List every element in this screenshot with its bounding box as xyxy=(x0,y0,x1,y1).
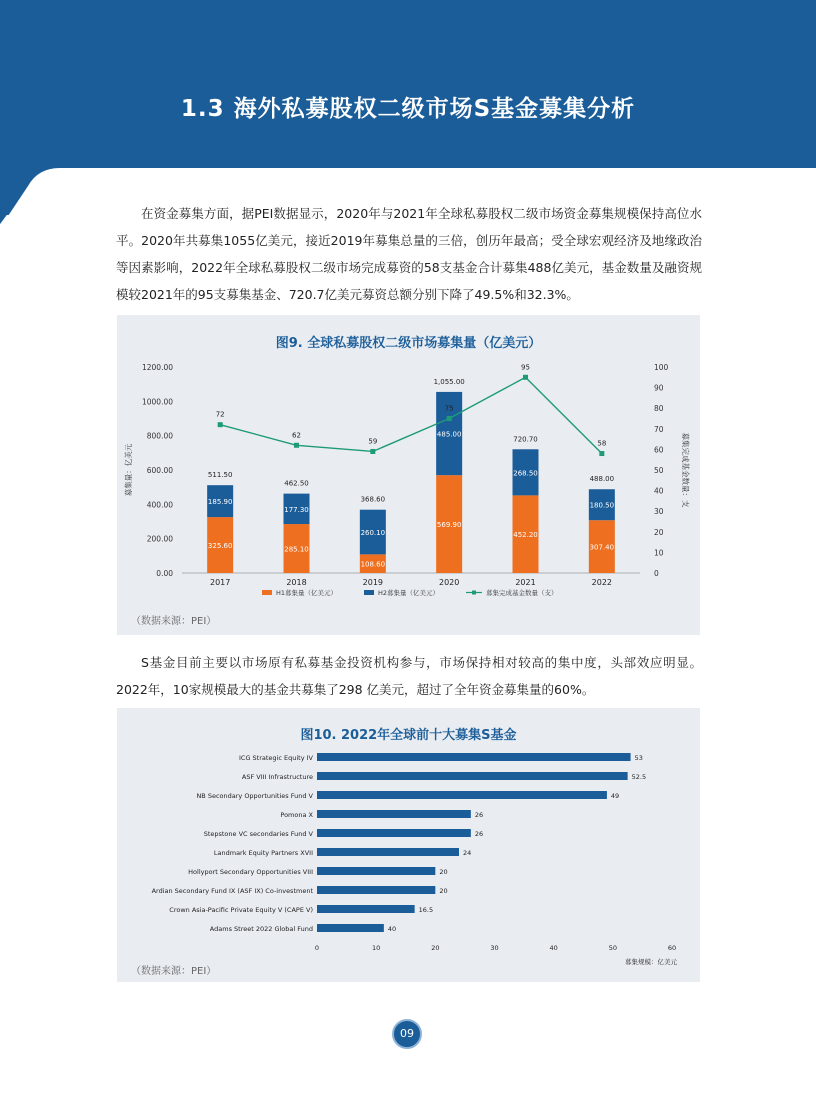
data-source: （数据来源：PEI） xyxy=(131,966,217,977)
fund-name-label: Ardian Secondary Fund IX (ASF IX) Co-investment xyxy=(151,887,313,895)
bar-h1-label: 285.10 xyxy=(284,545,309,554)
fund-name-label: Pomona X xyxy=(280,811,313,819)
y2-tick-label: 50 xyxy=(654,466,664,475)
y-tick-label: 800.00 xyxy=(146,431,173,441)
y2-tick-label: 10 xyxy=(654,548,664,558)
y2-tick-label: 100 xyxy=(654,363,669,372)
bar-total-label: 368.60 xyxy=(360,495,386,504)
fund-count-label: 58 xyxy=(597,439,607,448)
bar-total-label: 511.50 xyxy=(207,471,233,480)
y2-tick-label: 40 xyxy=(654,486,664,496)
fund-value-label: 24 xyxy=(463,849,472,857)
fund-bar xyxy=(317,867,435,875)
fig10-chart xyxy=(117,708,700,982)
x-tick-label: 40 xyxy=(549,944,558,952)
x-tick-label: 2022 xyxy=(591,578,613,587)
y2-axis-title: 募集完成基金数量：支 xyxy=(681,432,690,508)
fund-value-label: 20 xyxy=(439,868,448,876)
fund-name-label: ICG Strategic Equity IV xyxy=(239,754,313,762)
bar-h2-label: 177.30 xyxy=(284,505,309,514)
fund-name-label: Landmark Equity Partners XVII xyxy=(213,849,313,857)
x-axis-title: 募集规模：亿美元 xyxy=(625,958,677,966)
y2-tick-label: 60 xyxy=(654,445,664,455)
x-tick-label: 20 xyxy=(431,944,440,952)
y2-tick-label: 90 xyxy=(654,383,664,393)
x-tick-label: 2018 xyxy=(286,578,307,587)
y-tick-label: 0.00 xyxy=(156,569,173,578)
legend-label-h1: H1募集量（亿美元） xyxy=(276,589,338,597)
fund-count-marker xyxy=(294,443,299,448)
fund-value-label: 26 xyxy=(474,811,484,819)
x-tick-label: 0 xyxy=(314,944,320,952)
fund-name-label: ASF VIII Infrastructure xyxy=(241,773,313,781)
bar-total-label: 1,055.00 xyxy=(433,377,465,386)
legend-label-line: 募集完成基金数量（支） xyxy=(486,589,558,597)
y2-tick-label: 80 xyxy=(654,404,664,414)
chart-panel-fig10 xyxy=(117,708,700,982)
bar-total-label: 488.00 xyxy=(589,475,615,484)
x-tick-label: 50 xyxy=(608,944,617,952)
fund-count-marker xyxy=(218,422,223,427)
paragraph-fundraising: 在资金募集方面，据PEI数据显示，2020年与2021年全球私募股权二级市场资金募集规模保持高位水平。2020年共募集1055亿美元，接近2019年募集总量的三倍，创历年最高；受全球宏观经济及地缘政治等因素影响，2022年全球私募股权二级市场完成募资的58支基金合计募集488亿美元，基金数量及融资规模较2021年的95支募集基金、720.7亿美元募资总额分别下降了49.5%和32.3%。 xyxy=(116,206,702,302)
fund-value-label: 52.5 xyxy=(631,773,647,781)
y2-tick-label: 30 xyxy=(654,507,664,517)
fund-bar xyxy=(317,905,415,913)
fund-bar xyxy=(317,810,471,818)
fund-count-label: 95 xyxy=(521,363,530,372)
fund-count-marker xyxy=(599,451,604,456)
chart-title: 图9. 全球私募股权二级市场募集量（亿美元） xyxy=(275,336,542,351)
fund-value-label: 20 xyxy=(439,887,448,895)
fund-name-label: Hollyport Secondary Opportunities VIII xyxy=(188,868,313,876)
fund-bar xyxy=(317,753,631,761)
paragraph-concentration: S基金目前主要以市场原有私募基金投资机构参与，市场保持相对较高的集中度，头部效应明显。2022年，10家规模最大的基金共募集了298 亿美元，超过了全年资金募集量的60%。 xyxy=(116,655,702,697)
x-tick-label: 60 xyxy=(667,944,677,952)
x-tick-label: 2019 xyxy=(362,578,384,587)
x-tick-label: 2020 xyxy=(438,578,460,587)
legend-label-h2: H2募集量（亿美元） xyxy=(378,589,440,597)
bar-total-label: 720.70 xyxy=(513,435,538,444)
bar-h1-label: 108.60 xyxy=(360,560,386,569)
page-title: 1.3 海外私募股权二级市场S基金募集分析 xyxy=(180,96,636,122)
y2-tick-label: 0 xyxy=(654,569,659,578)
bar-h1-label: 452.20 xyxy=(513,531,538,540)
bar-h2-label: 268.50 xyxy=(513,469,538,478)
fund-bar xyxy=(317,791,607,799)
fund-count-label: 62 xyxy=(292,431,301,440)
bar-h2-label: 185.90 xyxy=(207,498,233,507)
x-tick-label: 2017 xyxy=(209,578,231,587)
fund-count-marker xyxy=(370,449,375,454)
legend-swatch-marker xyxy=(472,591,476,595)
fund-value-label: 53 xyxy=(634,754,643,762)
fund-value-label: 40 xyxy=(387,925,397,933)
fund-bar xyxy=(317,829,471,837)
bar-h1-label: 569.90 xyxy=(436,521,462,530)
bar-h1-label: 325.60 xyxy=(207,542,233,551)
fund-value-label: 26 xyxy=(474,830,484,838)
fund-count-marker xyxy=(447,416,452,421)
fund-bar xyxy=(317,886,435,894)
bar-total-label: 462.50 xyxy=(284,479,309,488)
x-tick-label: 2021 xyxy=(515,578,536,587)
fund-value-label: 16.5 xyxy=(418,906,434,914)
bar-h2-label: 180.50 xyxy=(589,501,615,510)
bar-h2-label: 485.00 xyxy=(436,430,462,439)
fund-name-label: NB Secondary Opportunities Fund V xyxy=(196,792,313,800)
bar-h1-label: 307.40 xyxy=(589,543,615,552)
y-tick-label: 200.00 xyxy=(146,534,173,544)
chart-panel-fig9 xyxy=(117,315,700,635)
fund-bar xyxy=(317,848,459,856)
y-tick-label: 1200.00 xyxy=(141,363,173,372)
y2-tick-label: 20 xyxy=(654,527,664,537)
y2-tick-label: 70 xyxy=(654,424,664,434)
y-tick-label: 600.00 xyxy=(146,466,173,475)
fund-count-label: 59 xyxy=(368,437,378,446)
fund-count-label: 72 xyxy=(215,410,225,419)
fund-name-label: Adams Street 2022 Global Fund xyxy=(209,925,313,933)
legend-swatch-h1 xyxy=(262,590,272,595)
y-tick-label: 400.00 xyxy=(146,500,173,510)
fund-bar xyxy=(317,772,628,780)
legend-swatch-h2 xyxy=(364,590,374,595)
page-number: 09 xyxy=(392,1019,422,1049)
data-source: （数据来源：PEI） xyxy=(131,616,217,627)
y-tick-label: 1000.00 xyxy=(141,397,173,407)
x-tick-label: 30 xyxy=(490,944,499,952)
x-tick-label: 10 xyxy=(372,944,381,952)
fund-count-marker xyxy=(523,375,528,380)
fund-name-label: Crown Asia-Pacific Private Equity V (CAPE V) xyxy=(169,906,313,914)
fund-count-label: 75 xyxy=(444,404,454,413)
fund-bar xyxy=(317,924,384,932)
fund-value-label: 49 xyxy=(610,792,620,800)
fund-name-label: Stepstone VC secondaries Fund V xyxy=(203,830,313,838)
fund-count-line xyxy=(220,377,602,453)
bar-h2-label: 260.10 xyxy=(360,529,386,538)
fig9-chart xyxy=(117,315,700,605)
y-axis-title: 募集量：亿美元 xyxy=(124,443,133,497)
chart-title: 图10. 2022年全球前十大募集S基金 xyxy=(300,728,517,743)
